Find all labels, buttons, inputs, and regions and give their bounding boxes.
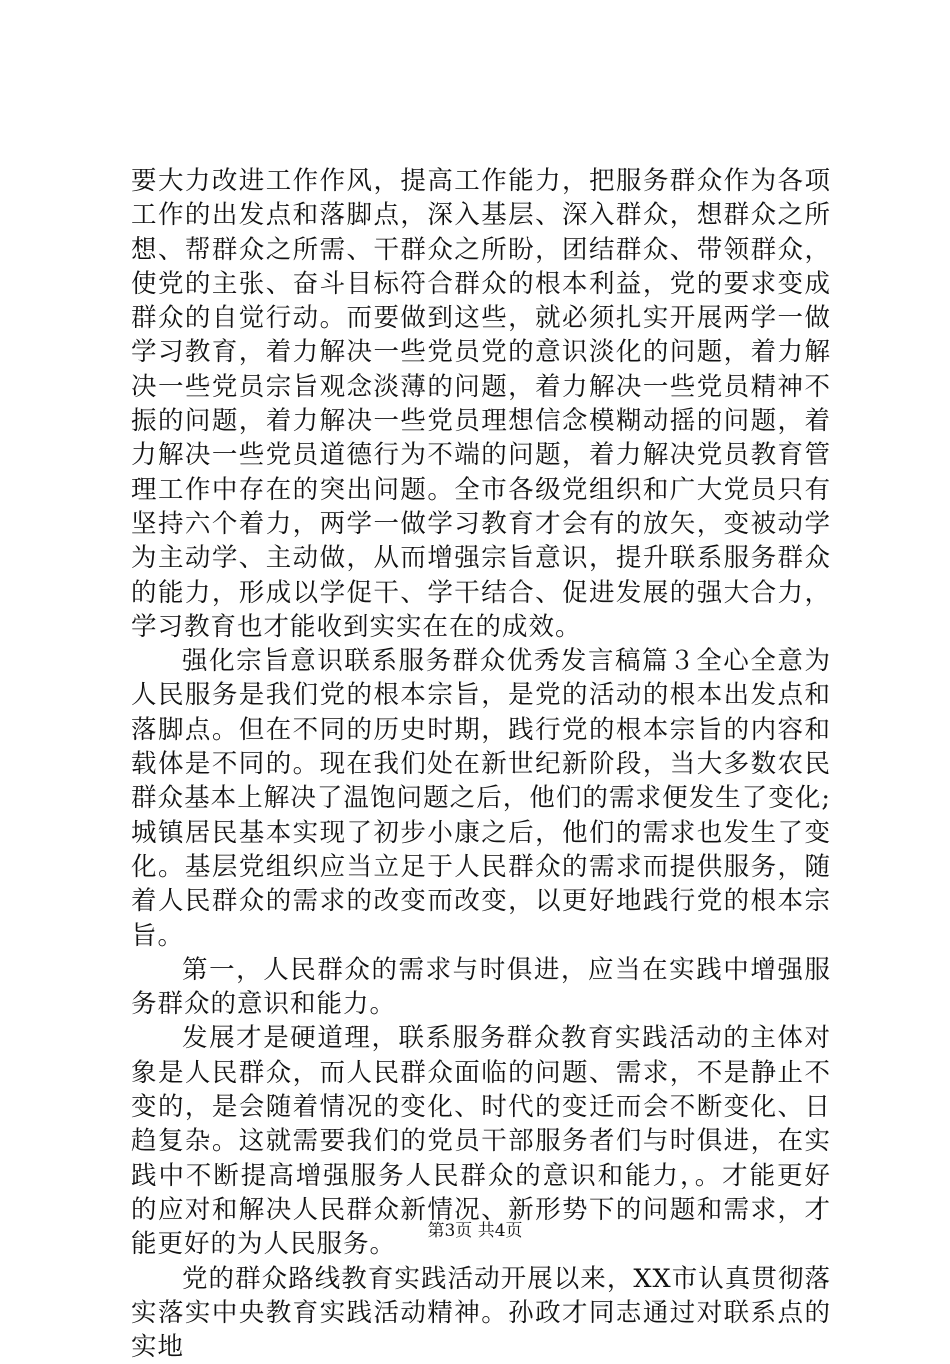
document-body [131, 164, 831, 1364]
paragraph-5: 党的群众路线教育实践活动开展以来，XX市认真贯彻落实落实中央教育实践活动精神。孙政才同志通过对联系点的实地 [131, 1262, 831, 1364]
paragraph-4: 发展才是硬道理，联系服务群众教育实践活动的主体对象是人民群众，而人民群众面临的问题、需求，不是静止不变的，是会随着情况的变化、时代的变迁而会不断变化、日趋复杂。这就需要我们的党员干部服务者们与时俱进，在实践中不断提高增强服务人民群众的意识和能力，。才能更好的应对和解决人民群众新情况、新形势下的问题和需求，才能更好的为人民服务。 [131, 1021, 831, 1261]
paragraph-1: 要大力改进工作作风，提高工作能力，把服务群众作为各项工作的出发点和落脚点，深入基层、深入群众，想群众之所想、帮群众之所需、干群众之所盼，团结群众、带领群众，使党的主张、奋斗目标符合群众的根本利益，党的要求变成群众的自觉行动。而要做到这些，就必须扎实开展两学一做学习教育，着力解决一些党员党的意识淡化的问题，着力解决一些党员宗旨观念淡薄的问题，着力解决一些党员精神不振的问题，着力解决一些党员理想信念模糊动摇的问题，着力解决一些党员道德行为不端的问题，着力解决党员教育管理工作中存在的突出问题。全市各级党组织和广大党员只有坚持六个着力，两学一做学习教育才会有的放矢，变被动学为主动学、主动做，从而增强宗旨意识，提升联系服务群众的能力，形成以学促干、学干结合、促进发展的强大合力，学习教育也才能收到实实在在的成效。 [131, 164, 831, 644]
page-footer: 第3页 共4页 [0, 1216, 950, 1241]
paragraph-3: 第一，人民群众的需求与时俱进，应当在实践中增强服务群众的意识和能力。 [131, 953, 831, 1022]
paragraph-2: 强化宗旨意识联系服务群众优秀发言稿篇３全心全意为人民服务是我们党的根本宗旨，是党的活动的根本出发点和落脚点。但在不同的历史时期，践行党的根本宗旨的内容和载体是不同的。现在我们处在新世纪新阶段，当大多数农民群众基本上解决了温饱问题之后，他们的需求便发生了变化;城镇居民基本实现了初步小康之后，他们的需求也发生了变化。基层党组织应当立足于人民群众的需求而提供服务，随着人民群众的需求的改变而改变，以更好地践行党的根本宗旨。 [131, 644, 831, 953]
